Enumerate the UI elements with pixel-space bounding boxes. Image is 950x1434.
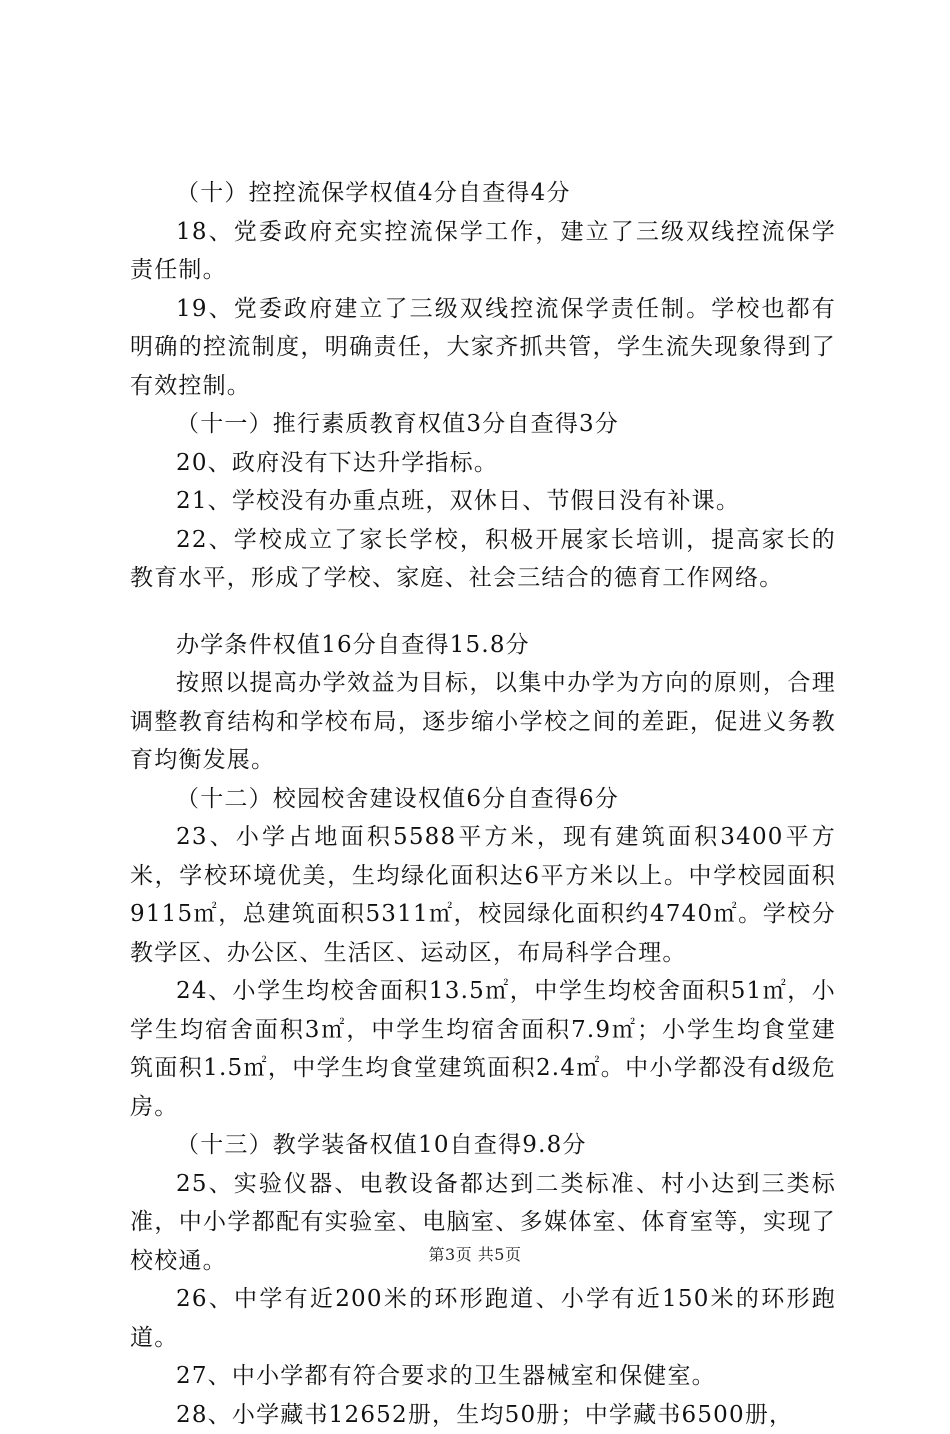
paragraph-23: 23、小学占地面积5588平方米，现有建筑面积3400平方米，学校环境优美，生均绿化面积达6平方米以上。中学校园面积9115㎡，总建筑面积5311㎡，校园绿化面积约4740㎡。学校分教学区、办公区、生活区、运动区，布局科学合理。 xyxy=(130,818,836,972)
paragraph-19: 19、党委政府建立了三级双线控流保学责任制。学校也都有明确的控流制度，明确责任，大家齐抓共管，学生流失现象得到了有效控制。 xyxy=(130,290,836,406)
paragraph-27: 27、中小学都有符合要求的卫生器械室和保健室。 xyxy=(130,1357,836,1396)
paragraph-25: 25、实验仪器、电教设备都达到二类标准、村小达到三类标准，中小学都配有实验室、电脑室、多媒体室、体育室等，实现了校校通。 xyxy=(130,1165,836,1281)
paragraph-principle: 按照以提高办学效益为目标，以集中办学为方向的原则，合理调整教育结构和学校布局，逐步缩小学校之间的差距，促进义务教育均衡发展。 xyxy=(130,664,836,780)
paragraph-24: 24、小学生均校舍面积13.5㎡，中学生均校舍面积51㎡，小学生均宿舍面积3㎡，中学生均宿舍面积7.9㎡；小学生均食堂建筑面积1.5㎡，中学生均食堂建筑面积2.4㎡。中小学都没有d级危房。 xyxy=(130,972,836,1126)
paragraph-18: 18、党委政府充实控流保学工作，建立了三级双线控流保学责任制。 xyxy=(130,213,836,290)
section-heading-conditions: 办学条件权值16分自查得15.8分 xyxy=(130,626,836,665)
page-number-footer: 第3页 共5页 xyxy=(0,1245,950,1265)
section-heading-12: （十二）校园校舍建设权值6分自查得6分 xyxy=(130,780,836,819)
section-heading-10: （十）控控流保学权值4分自查得4分 xyxy=(130,174,836,213)
paragraph-26: 26、中学有近200米的环形跑道、小学有近150米的环形跑道。 xyxy=(130,1280,836,1357)
paragraph-28: 28、小学藏书12652册，生均50册；中学藏书6500册， xyxy=(130,1396,836,1434)
section-heading-11: （十一）推行素质教育权值3分自查得3分 xyxy=(130,405,836,444)
paragraph-20: 20、政府没有下达升学指标。 xyxy=(130,444,836,483)
paragraph-21: 21、学校没有办重点班，双休日、节假日没有补课。 xyxy=(130,482,836,521)
section-heading-13: （十三）教学装备权值10自查得9.8分 xyxy=(130,1126,836,1165)
paragraph-22: 22、学校成立了家长学校，积极开展家长培训，提高家长的教育水平，形成了学校、家庭、社会三结合的德育工作网络。 xyxy=(130,521,836,598)
